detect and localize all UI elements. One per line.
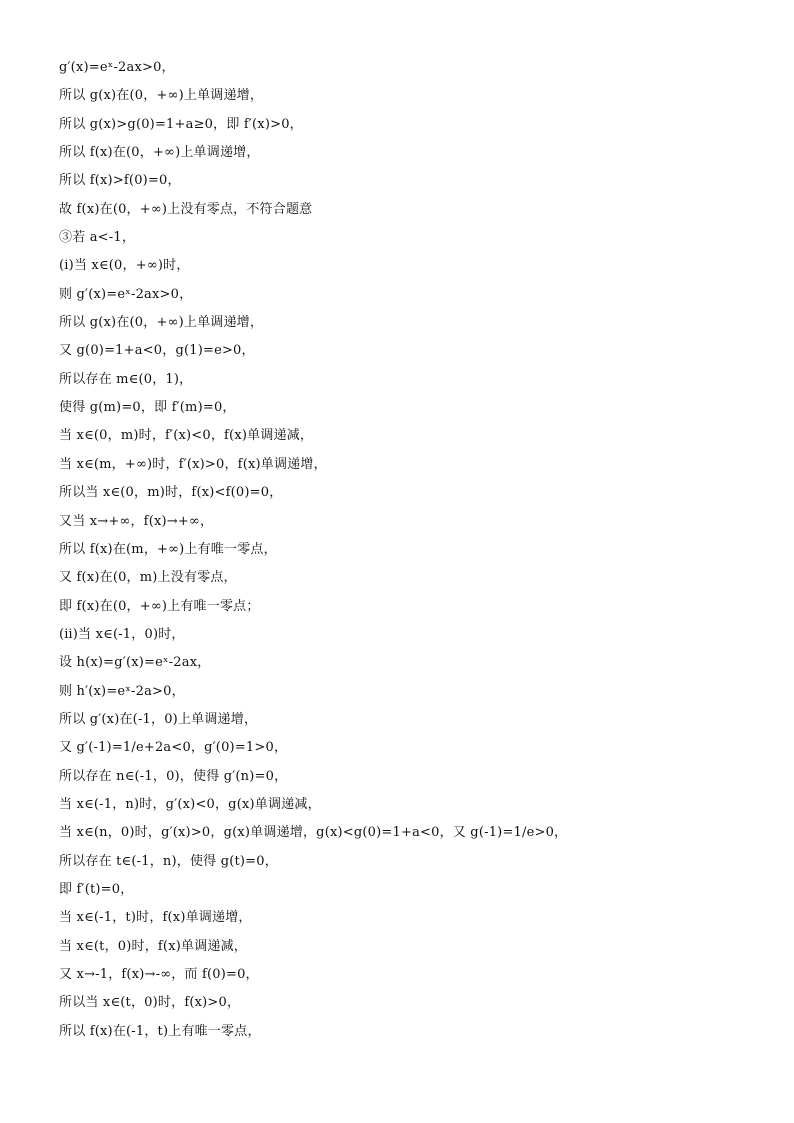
text-line: 当 x∈(0，m)时，f′(x)<0，f(x)单调递减，	[59, 428, 314, 444]
text-line: 所以存在 t∈(-1，n)，使得 g(t)=0，	[59, 853, 278, 869]
text-line: 则 h′(x)=eˣ-2a>0，	[59, 683, 185, 699]
text-line: 设 h(x)=g′(x)=eˣ-2ax，	[59, 655, 211, 671]
text-line: 故 f(x)在(0，+∞)上没有零点，不符合题意	[59, 201, 313, 217]
text-line: 所以 f(x)在(-1，t)上有唯一零点，	[59, 1023, 261, 1039]
text-line: 当 x∈(-1，t)时，f(x)单调递增，	[59, 910, 252, 926]
text-line: 当 x∈(n，0)时，g′(x)>0，g(x)单调递增，g(x)<g(0)=1+a<0，又 g(-1)=1/e>0，	[59, 825, 568, 841]
text-line: 所以 g(x)>g(0)=1+a≥0，即 f′(x)>0，	[59, 116, 303, 132]
text-line: 所以当 x∈(t，0)时，f(x)>0，	[59, 995, 241, 1011]
text-line: 当 x∈(m，+∞)时，f′(x)>0，f(x)单调递增，	[59, 456, 327, 472]
text-line: 当 x∈(-1，n)时，g′(x)<0，g(x)单调递减，	[59, 796, 321, 812]
text-line: 所以存在 m∈(0，1)，	[59, 371, 193, 387]
text-line: 又当 x→+∞，f(x)→+∞，	[59, 513, 214, 529]
text-line: 又 g(0)=1+a<0，g(1)=e>0，	[59, 343, 255, 359]
text-line: 又 g′(-1)=1/e+2a<0，g′(0)=1>0，	[59, 740, 288, 756]
text-line: 又 f(x)在(0，m)上没有零点，	[59, 570, 237, 586]
text-line: 又 x→-1，f(x)→-∞，而 f(0)=0，	[59, 967, 259, 982]
text-line: 所以存在 n∈(-1，0)，使得 g′(n)=0，	[59, 768, 288, 784]
solution-text	[59, 54, 759, 1046]
text-line: (ⅱ)当 x∈(-1，0)时，	[59, 626, 185, 642]
text-line: 所以 g(x)在(0，+∞)上单调递增，	[59, 88, 264, 104]
text-line: 所以 f(x)在(0，+∞)上单调递增，	[59, 145, 260, 161]
text-line: 即 f′(t)=0，	[59, 881, 134, 897]
text-line: (ⅰ)当 x∈(0，+∞)时，	[59, 258, 190, 274]
text-line: 即 f(x)在(0，+∞)上有唯一零点；	[59, 598, 260, 614]
text-line: 所以 g(x)在(0，+∞)上单调递增，	[59, 315, 264, 331]
text-line: 所以 g′(x)在(-1，0)上单调递增，	[59, 711, 258, 727]
text-line: 所以 f(x)>f(0)=0，	[59, 173, 181, 189]
text-line: 则 g′(x)=eˣ-2ax>0，	[59, 286, 193, 302]
text-line: 当 x∈(t，0)时，f(x)单调递减，	[59, 938, 248, 954]
text-line: g′(x)=eˣ-2ax>0，	[59, 60, 175, 75]
text-line: ③若 a<-1，	[59, 230, 136, 246]
text-line: 所以 f(x)在(m，+∞)上有唯一零点，	[59, 541, 277, 557]
text-line: 使得 g(m)=0，即 f′(m)=0，	[59, 400, 236, 416]
text-line: 所以当 x∈(0，m)时，f(x)<f(0)=0，	[59, 485, 283, 501]
